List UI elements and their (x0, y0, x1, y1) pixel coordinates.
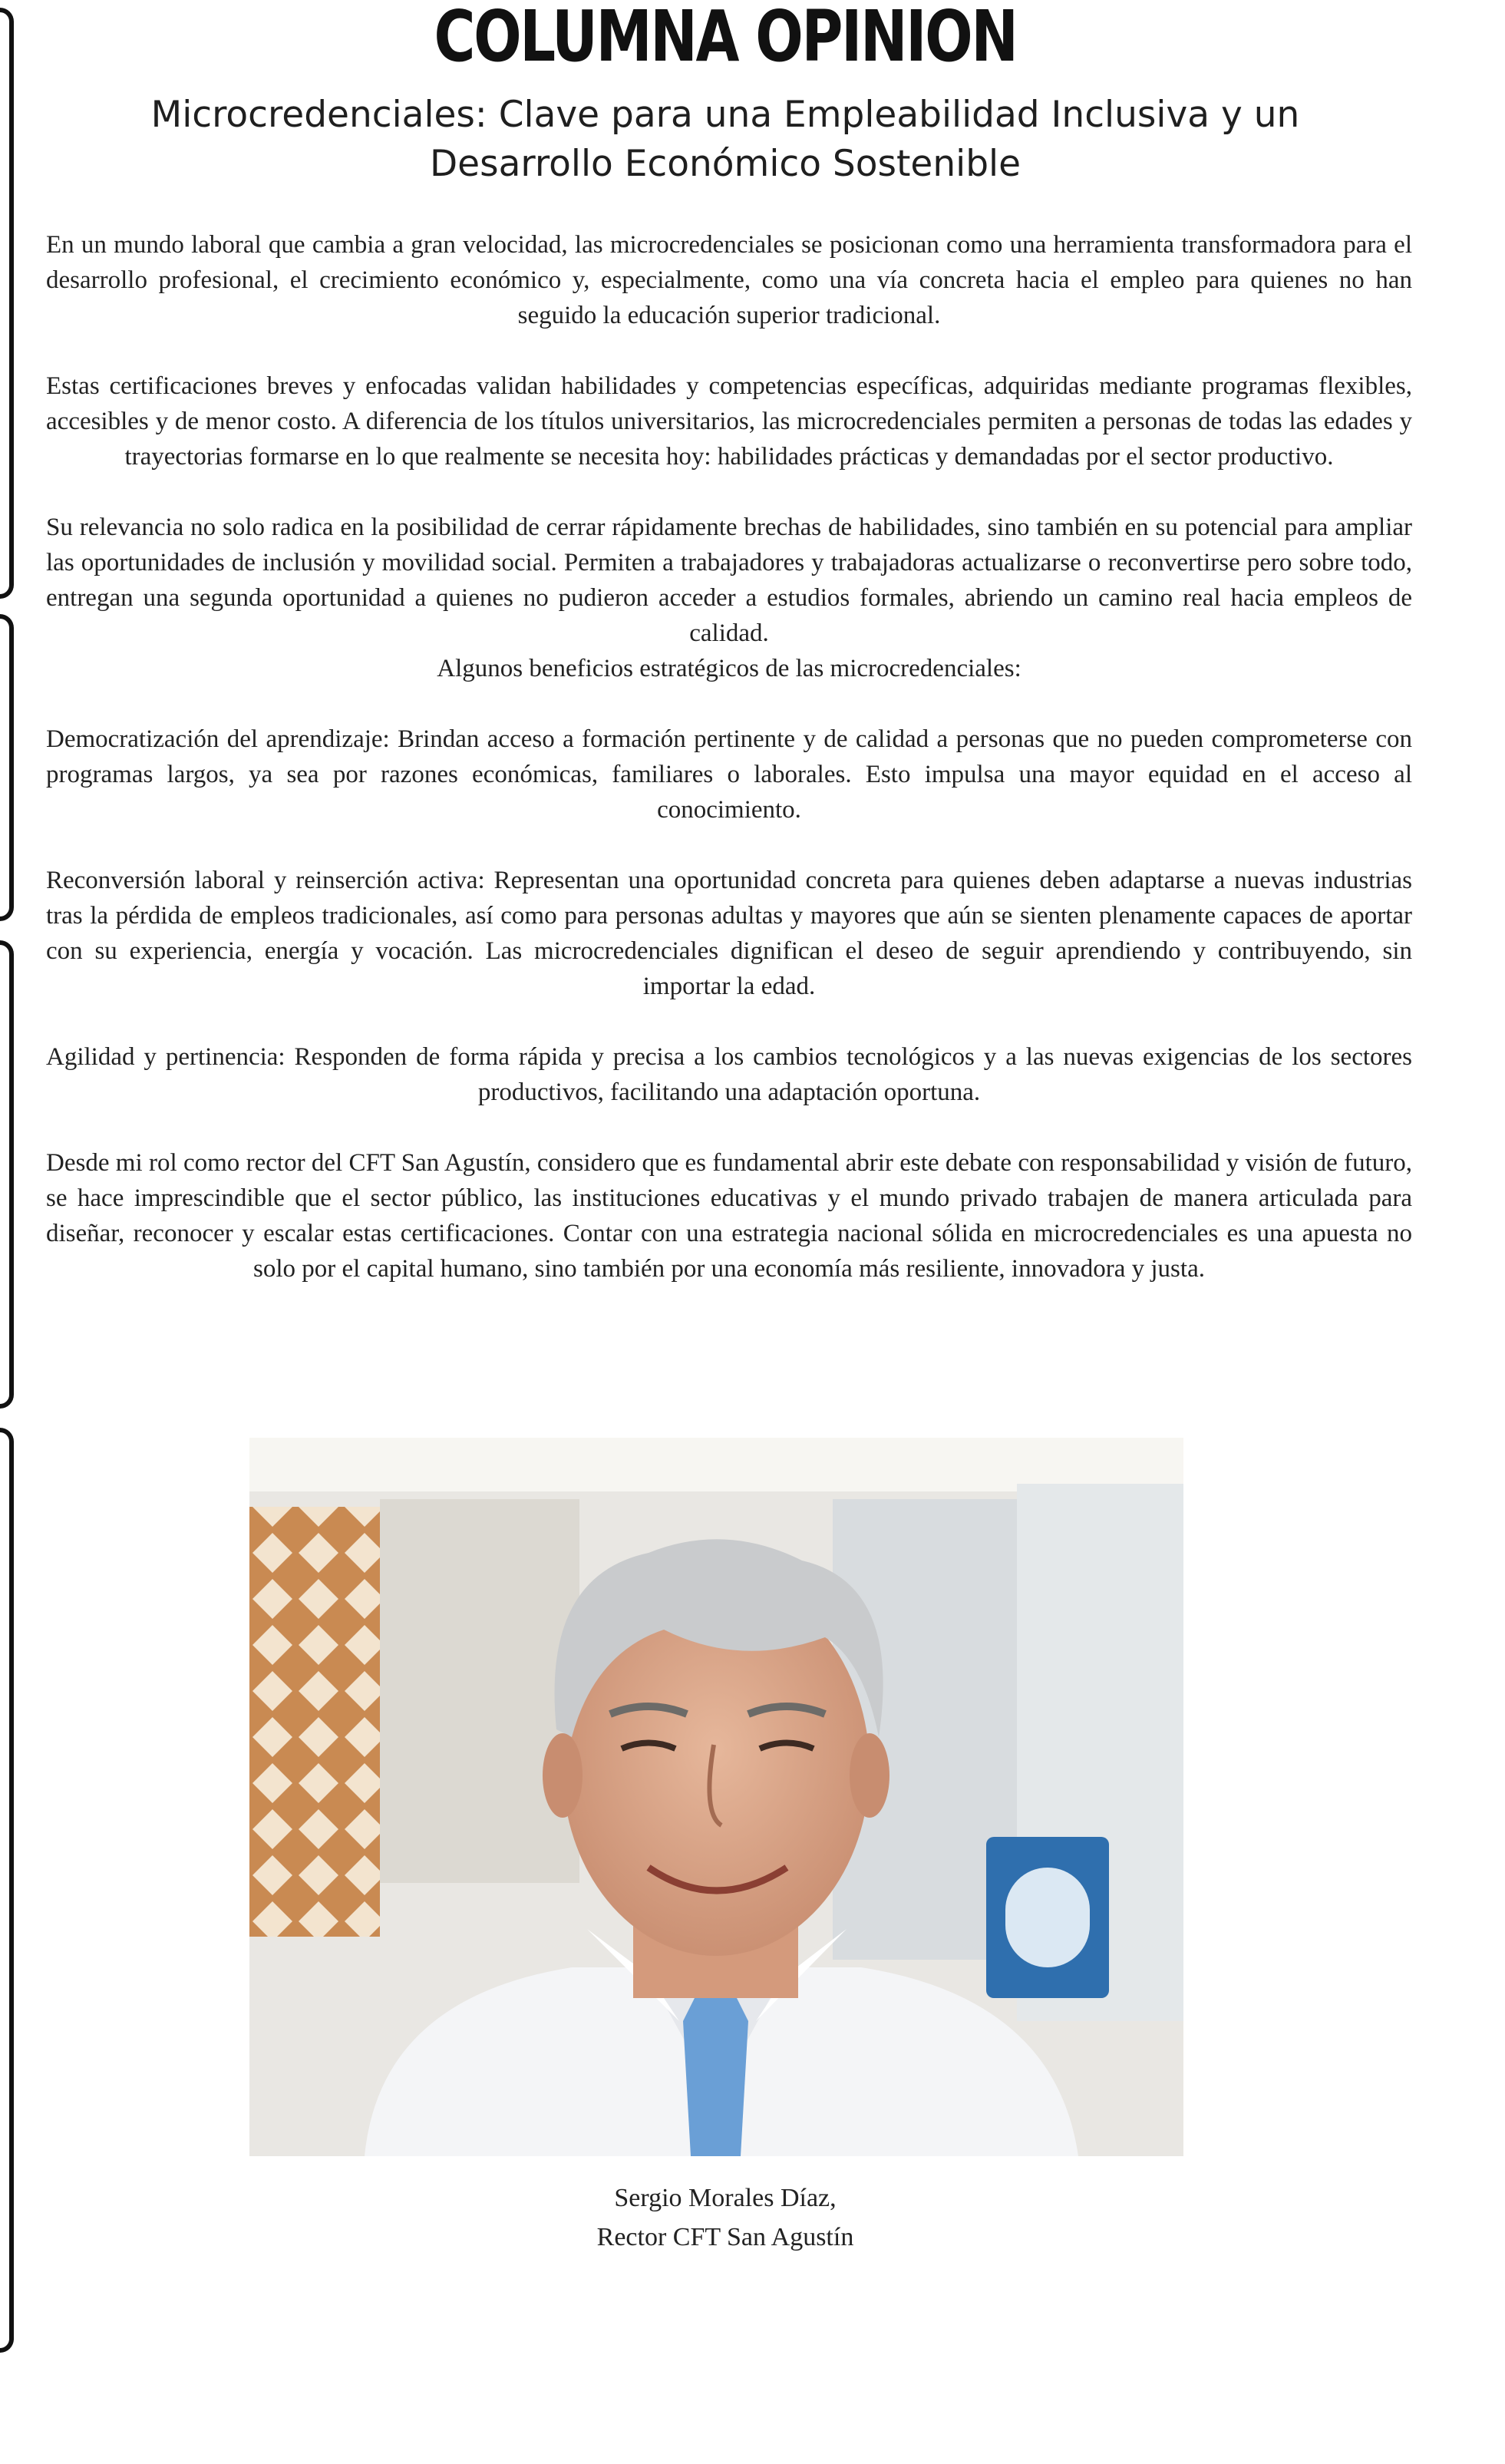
article-paragraph: Agilidad y pertinencia: Responden de forma rápida y precisa a los cambios tecnológicos y a las nuevas exigencias de los sectores productivos, facilitando una adaptación oportuna. (46, 1043, 1412, 1106)
article-body (46, 227, 1412, 1286)
article-paragraph: Desde mi rol como rector del CFT San Agustín, considero que es fundamental abrir este debate con responsabilidad y visión de futuro, se hace imprescindible que el sector público, las instituciones educativas y el mundo privado trabajen de manera articulada para diseñar, reconocer y escalar estas certificaciones. Contar con una estrategia nacional sólida en microcredenciales es una apuesta no solo por el capital humano, sino también por una economía más resiliente, innovadora y justa. (46, 1149, 1412, 1283)
photo-caption (0, 2178, 1451, 2257)
article-paragraph: Estas certificaciones breves y enfocadas validan habilidades y competencias específicas, adquiridas mediante programas flexibles, accesibles y de menor costo. A diferencia de los títulos universitarios, las microcredenciales permiten a personas de todas las edades y trayectorias formarse en lo que realmente se necesita hoy: habilidades prácticas y demandadas por el sector productivo. (46, 372, 1412, 471)
article-headline: Microcredenciales: Clave para una Empleabilidad Inclusiva y un Desarrollo Económico Sostenible (150, 94, 1300, 185)
author-name: Sergio Morales Díaz, (614, 2184, 837, 2212)
article-paragraph: En un mundo laboral que cambia a gran velocidad, las microcredenciales se posicionan como una herramienta transformadora para el desarrollo profesional, el crecimiento económico y, especialmente, como una vía concreta hacia el empleo para quienes no han seguido la educación superior tradicional. (46, 231, 1412, 329)
author-role: Rector CFT San Agustín (596, 2223, 854, 2251)
article-paragraph: Su relevancia no solo radica en la posibilidad de cerrar rápidamente brechas de habilidades, sino también en su potencial para ampliar las oportunidades de inclusión y movilidad social. Permiten a trabajadores y trabajadoras actualizarse o reconvertirse pero sobre todo, entregan una segunda oportunidad a quienes no pudieron acceder a estudios formales, abriendo un camino real hacia empleos de calidad. (46, 514, 1412, 647)
article-paragraph: Democratización del aprendizaje: Brindan acceso a formación pertinente y de calidad a personas que no pueden comprometerse con programas largos, ya sea por razones económicas, familiares o laborales. Esto impulsa una mayor equidad en el acceso al conocimiento. (46, 725, 1412, 824)
author-photo (249, 1438, 1183, 2156)
margin-bracket (0, 8, 14, 599)
benefits-intro: Algunos beneficios estratégicos de las microcredenciales: (437, 655, 1021, 682)
margin-bracket (0, 940, 14, 1409)
article-paragraph: Reconversión laboral y reinserción activa: Representan una oportunidad concreta para quienes deben adaptarse a nuevas industrias tras la pérdida de empleos tradicionales, así como para personas adultas y mayores que aún se sienten plenamente capaces de aportar con su experiencia, energía y vocación. Las microcredenciales dignifican el deseo de seguir aprendiendo y contribuyendo, sin importar la edad. (46, 867, 1412, 1000)
margin-bracket (0, 614, 14, 921)
section-masthead: COLUMNA OPINION (434, 0, 1017, 78)
